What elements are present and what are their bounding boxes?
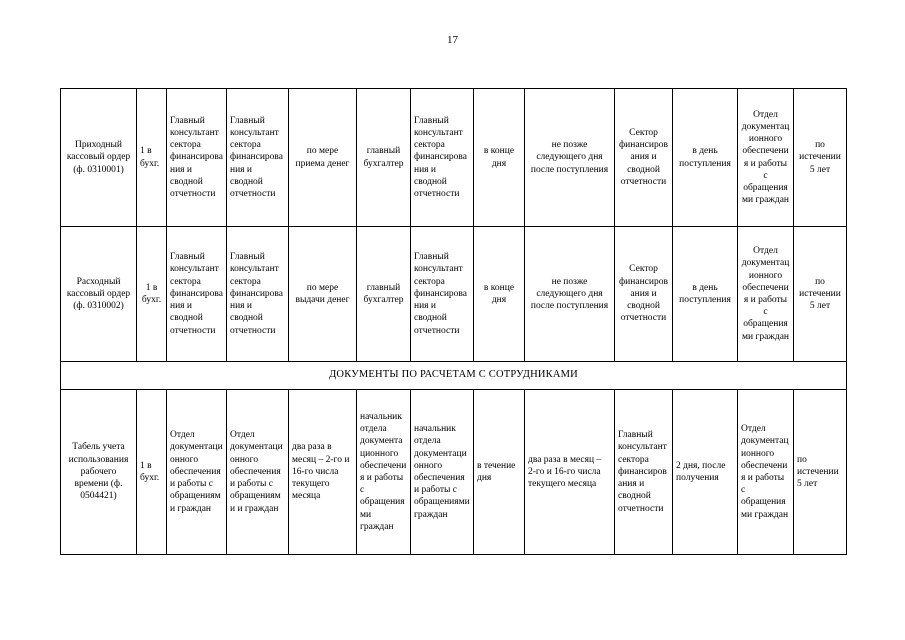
processing-term-cell: два раза в месяц – 2-го и 16-го числа текущего месяца [525,390,615,555]
storage-term-cell: по истечении 5 лет [794,227,847,362]
submitter-cell: начальник отдела документационного обеспечения и работы с обращениями граждан [411,390,474,555]
archive-cell: Отдел документационного обеспечения и работы с обращениями граждан [738,89,794,227]
archive-cell: Отдел документационного обеспечения и работы с обращениями граждан [738,390,794,555]
signer-cell: главный бухгалтер [357,227,411,362]
doc-name-cell: Табель учета использования рабочего времени (ф. 0504421) [61,390,137,555]
archive-cell: Отдел документационного обеспечения и работы с обращениями граждан [738,227,794,362]
creator-cell: Главный консультант сектора финансирования и сводной отчетности [167,227,227,362]
submitter-cell: Главный консультант сектора финансирования и сводной отчетности [411,227,474,362]
responsible-cell: Главный консультант сектора финансирования и сводной отчетности [227,89,289,227]
signer-cell: главный бухгалтер [357,89,411,227]
processing-term-cell: не позже следующего дня после поступления [525,89,615,227]
table-row-raskhodny-order [61,227,847,362]
doc-name-cell: Расходный кассовый ордер (ф. 0310002) [61,227,137,362]
section-title: ДОКУМЕНТЫ ПО РАСЧЕТАМ С СОТРУДНИКАМИ [61,362,847,390]
copies-cell: 1 в бухг. [137,227,167,362]
creation-term-cell: по мере выдачи денег [289,227,357,362]
document-flow-table [60,88,847,555]
creation-term-cell: по мере приема денег [289,89,357,227]
copies-cell: 1 в бухг. [137,89,167,227]
storage-term-cell: по истечении 5 лет [794,390,847,555]
submission-term-cell: в конце дня [474,227,525,362]
transfer-term-cell: в день поступления [673,89,738,227]
doc-name-cell: Приходный кассовый ордер (ф. 0310001) [61,89,137,227]
submission-term-cell: в конце дня [474,89,525,227]
submitter-cell: Главный консультант сектора финансирования и сводной отчетности [411,89,474,227]
creation-term-cell: два раза в месяц – 2-го и 16-го числа текущего месяца [289,390,357,555]
processor-cell: Сектор финансирования и сводной отчетности [615,227,673,362]
table-row-tabel [61,390,847,555]
processor-cell: Главный консультант сектора финансирования и сводной отчетности [615,390,673,555]
signer-cell: начальник отдела документационного обеспечения и работы с обращениями граждан [357,390,411,555]
table-row-prihodny-order [61,89,847,227]
responsible-cell: Отдел документационного обеспечения и работы с обращениями и граждан [227,390,289,555]
creator-cell: Главный консультант сектора финансирования и сводной отчетности [167,89,227,227]
storage-term-cell: по истечении 5 лет [794,89,847,227]
page-number: 17 [447,34,458,46]
processor-cell: Сектор финансирования и сводной отчетности [615,89,673,227]
transfer-term-cell: в день поступления [673,227,738,362]
copies-cell: 1 в бухг. [137,390,167,555]
creator-cell: Отдел документационного обеспечения и работы с обращениями граждан [167,390,227,555]
submission-term-cell: в течение дня [474,390,525,555]
transfer-term-cell: 2 дня, после получения [673,390,738,555]
responsible-cell: Главный консультант сектора финансирования и сводной отчетности [227,227,289,362]
processing-term-cell: не позже следующего дня после поступления [525,227,615,362]
section-row [61,362,847,390]
